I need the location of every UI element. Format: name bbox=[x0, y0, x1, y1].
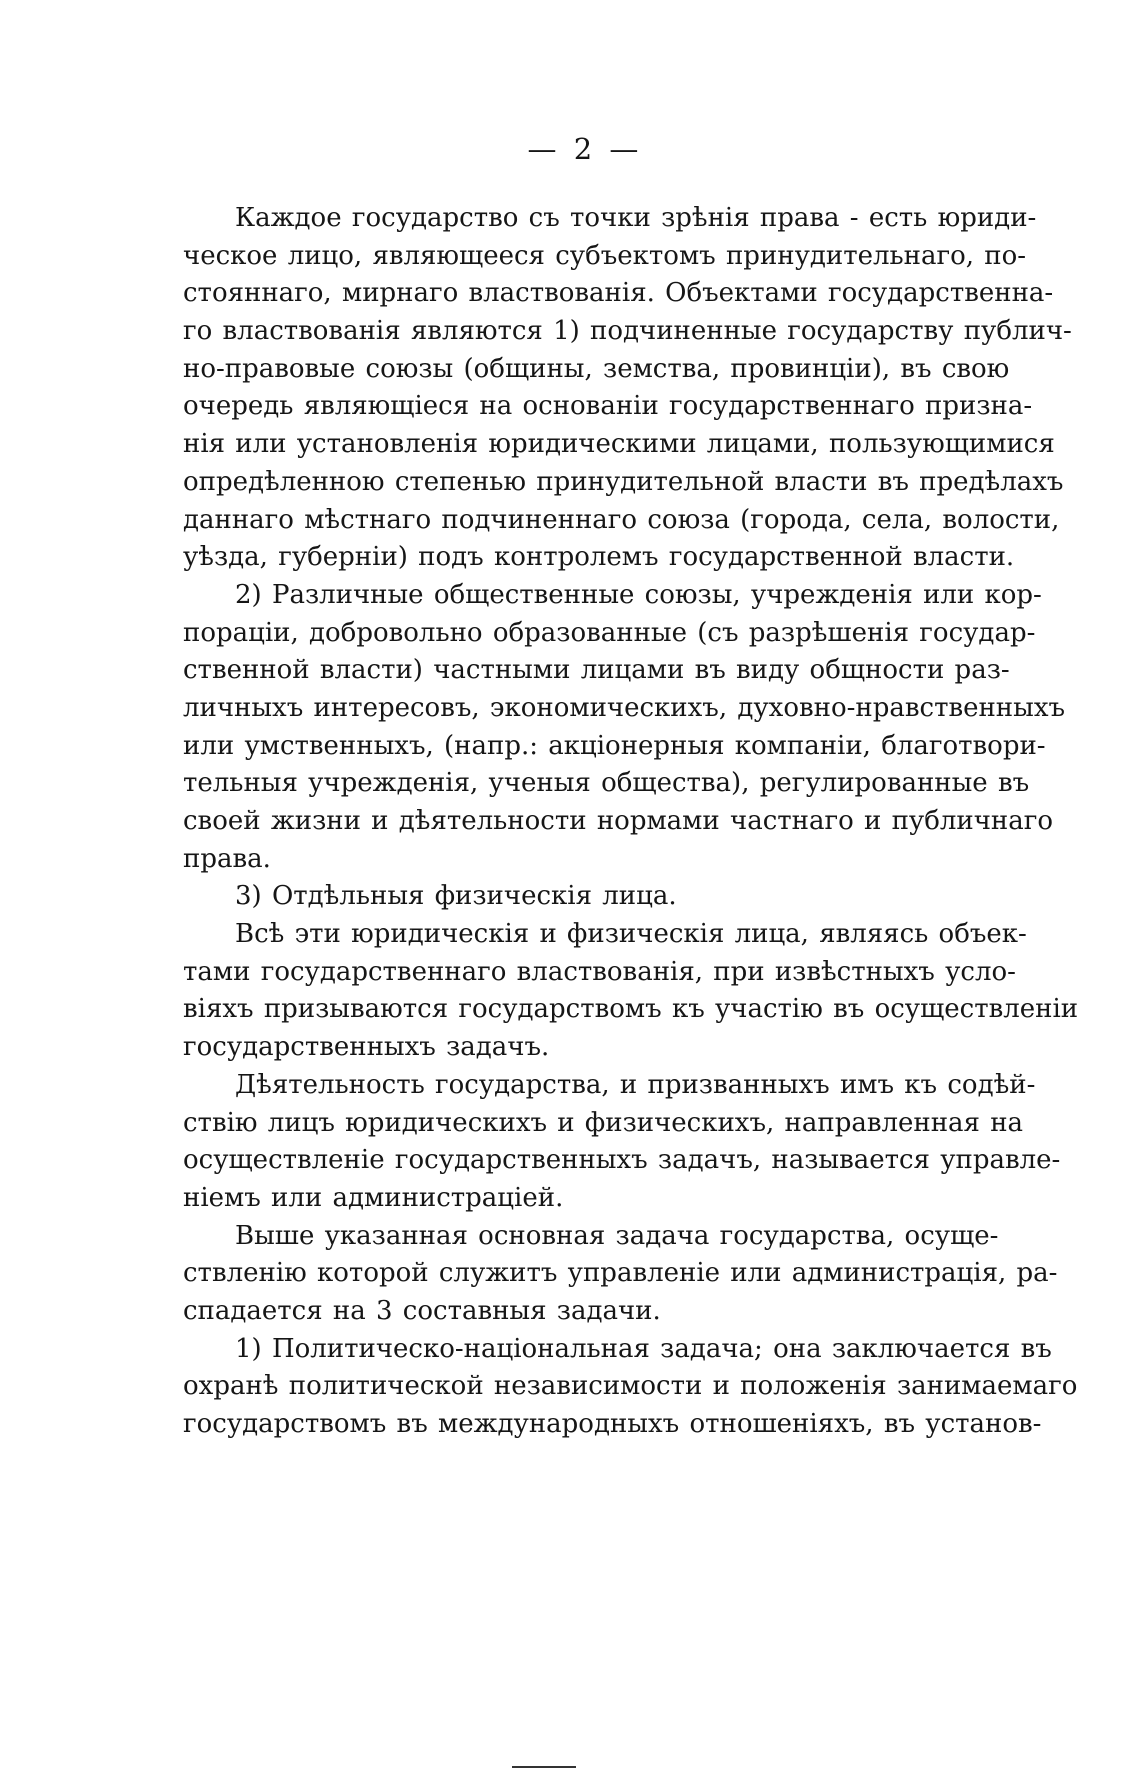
text-line: нія или установленія юридическими лицами, пользующимися bbox=[183, 429, 1055, 460]
text-line: очередь являющіеся на основаніи государственнаго призна- bbox=[183, 391, 1033, 422]
text-line: ніемъ или администраціей. bbox=[183, 1182, 564, 1213]
text-line: уѣзда, губерніи) подъ контролемъ государственной власти. bbox=[183, 542, 1015, 573]
text-line: но-правовые союзы (общины, земства, провинціи), въ свою bbox=[183, 353, 1010, 384]
text-line: осуществленіе государственныхъ задачъ, называется управле- bbox=[183, 1145, 1061, 1176]
text-line: или умственныхъ, (напр.: акціонерныя компаніи, благотвори- bbox=[183, 730, 1046, 761]
text-line: охранѣ политической независимости и положенія занимаемаго bbox=[183, 1371, 1078, 1402]
text-line: государственныхъ задачъ. bbox=[183, 1032, 550, 1063]
text-line: своей жизни и дѣятельности нормами частнаго и публичнаго bbox=[183, 806, 1054, 836]
text-line: личныхъ интересовъ, экономическихъ, духовно-нравственныхъ bbox=[183, 692, 1066, 723]
text-line: 1) Политическо-національная задача; она заключается въ bbox=[235, 1333, 1052, 1364]
body-text bbox=[183, 200, 1079, 1444]
text-line: тами государственнаго властвованія, при извѣстныхъ усло- bbox=[183, 956, 1016, 987]
page-number: — 2 — bbox=[527, 132, 643, 166]
text-line: Дѣятельность государства, и призванныхъ имъ къ содѣй- bbox=[235, 1069, 1036, 1100]
text-line: права. bbox=[183, 843, 271, 874]
text-line: Всѣ эти юридическія и физическія лица, являясь объек- bbox=[235, 919, 1027, 950]
text-line: ственной власти) частными лицами въ виду общности раз- bbox=[183, 655, 1010, 686]
text-line: государствомъ въ международныхъ отношеніяхъ, въ установ- bbox=[183, 1409, 1042, 1439]
text-line: ствію лицъ юридическихъ и физическихъ, направленная на bbox=[183, 1107, 1024, 1138]
text-line: ствленію которой служитъ управленіе или администрація, ра- bbox=[183, 1258, 1058, 1289]
text-line: пораціи, добровольно образованные (съ разрѣшенія государ- bbox=[183, 617, 1036, 648]
text-line: опредѣленною степенью принудительной власти въ предѣлахъ bbox=[183, 466, 1064, 497]
text-line: 3) Отдѣльныя физическія лица. bbox=[235, 881, 677, 912]
text-line: стояннаго, мирнаго властвованія. Объектами государственна- bbox=[183, 278, 1054, 309]
text-line: даннаго мѣстнаго подчиненнаго союза (города, села, волости, bbox=[183, 504, 1060, 535]
text-line: Выше указанная основная задача государства, осуще- bbox=[235, 1220, 999, 1251]
bottom-rule bbox=[512, 1766, 576, 1771]
text-line: го властвованія являются 1) подчиненные государству публич- bbox=[183, 316, 1072, 347]
text-line: спадается на 3 составныя задачи. bbox=[183, 1295, 661, 1326]
text-line: 2) Различные общественные союзы, учрежденія или кор- bbox=[235, 579, 1042, 610]
text-line: ческое лицо, являющееся субъектомъ принудительнаго, по- bbox=[183, 240, 1027, 271]
text-line: віяхъ призываются государствомъ къ участію въ осуществленіи bbox=[183, 994, 1079, 1025]
text-line: Каждое государство съ точки зрѣнія права - есть юриди- bbox=[235, 203, 1037, 233]
text-line: тельныя учрежденія, ученыя общества), регулированные въ bbox=[183, 768, 1030, 799]
